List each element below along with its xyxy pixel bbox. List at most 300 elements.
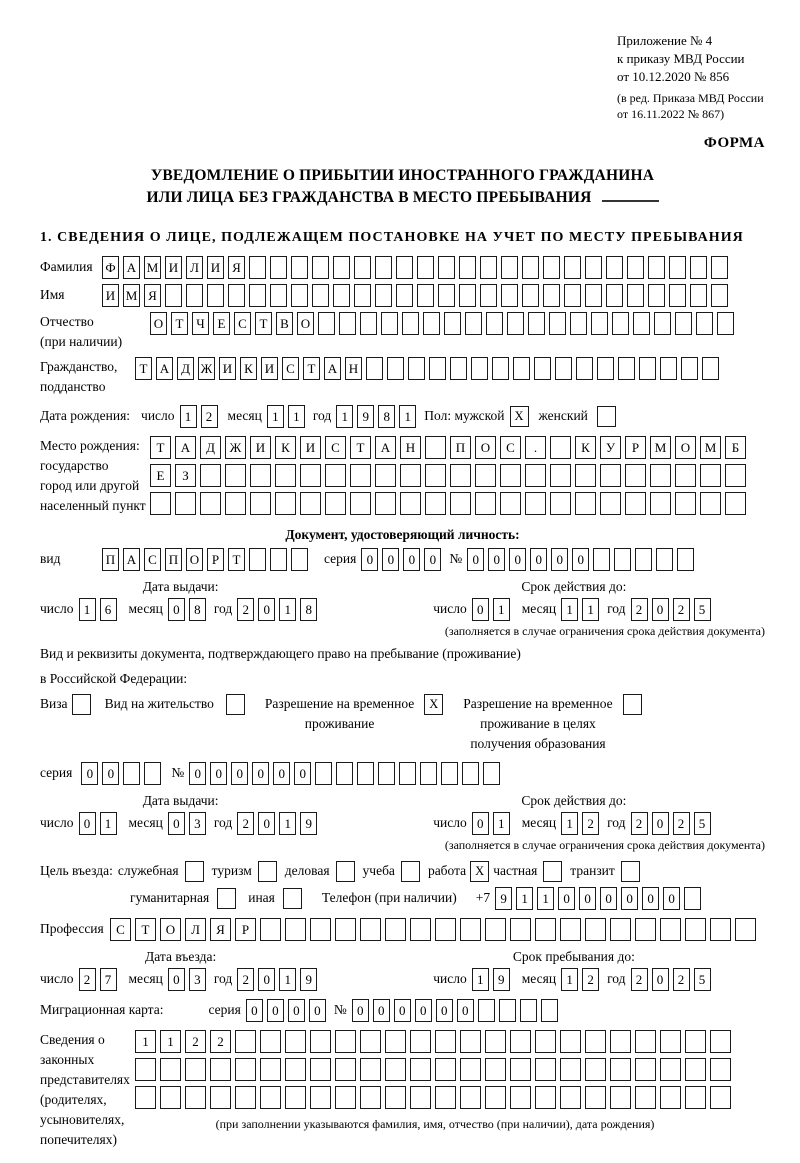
char-cell: 1 [493, 812, 510, 835]
identity-doc-row [40, 548, 765, 571]
char-cell [627, 284, 644, 307]
representatives-label: Сведения о законных представителях (родителях, усыновителях, попечителях) [40, 1031, 130, 1147]
form-title-line1: УВЕДОМЛЕНИЕ О ПРИБЫТИИ ИНОСТРАННОГО ГРАЖДАНИНА [150, 166, 655, 184]
char-cell [492, 357, 509, 380]
char-cell: 0 [424, 548, 441, 571]
char-cell [435, 1086, 456, 1109]
char-cell [669, 284, 686, 307]
char-cell: 0 [551, 548, 568, 571]
char-cell [685, 1030, 706, 1053]
char-cell: 1 [288, 405, 305, 428]
representatives-row-2 [135, 1058, 735, 1081]
char-cell: О [150, 312, 167, 335]
char-cell [585, 1058, 606, 1081]
expiry-month-cells [561, 598, 603, 621]
birth-date-label: Дата рождения: [40, 408, 131, 424]
surname-label: Фамилия [40, 259, 93, 275]
char-cell [685, 1086, 706, 1109]
char-cell: 0 [189, 762, 206, 785]
migration-series-cells [246, 999, 330, 1022]
char-cell: 9 [357, 405, 374, 428]
char-cell: 0 [663, 887, 680, 910]
female-label: женский [538, 408, 588, 424]
birth-place-label: Место рождения: государство город или другой населенный пункт [40, 437, 146, 513]
char-cell [260, 918, 281, 941]
identity-issue-group: Дата выдачи: число 1 6 месяц 0 8 год 2 0 1 8 [40, 579, 321, 621]
char-cell: 0 [168, 598, 185, 621]
char-cell: 1 [135, 1030, 156, 1053]
char-cell [575, 492, 596, 515]
char-cell: 1 [279, 968, 296, 991]
visa-option [40, 694, 91, 715]
char-cell [535, 918, 556, 941]
char-cell: 0 [294, 762, 311, 785]
char-cell: А [375, 436, 396, 459]
char-cell [275, 492, 296, 515]
char-cell [354, 256, 371, 279]
char-cell [441, 762, 458, 785]
char-cell [675, 492, 696, 515]
char-cell [480, 284, 497, 307]
char-cell [387, 357, 404, 380]
char-cell [639, 357, 656, 380]
residence-expiry-group: Срок действия до: число 0 1 месяц 1 2 год 2 0 2 5 [433, 793, 714, 835]
amendment-line-1: (в ред. Приказа МВД России [617, 90, 764, 105]
char-cell: 2 [237, 598, 254, 621]
char-cell [510, 1086, 531, 1109]
char-cell: А [156, 357, 173, 380]
char-cell: Ф [102, 256, 119, 279]
surname-cells [102, 256, 732, 279]
residence-permit-option [105, 694, 245, 715]
expiry-day-cells [472, 598, 514, 621]
stay-until-group: Срок пребывания до: число 1 9 месяц 1 2 год 2 0 2 5 [433, 949, 714, 991]
char-cell [425, 464, 446, 487]
char-cell: 0 [572, 548, 589, 571]
char-cell: 0 [436, 999, 453, 1022]
birth-year-cells [336, 405, 420, 428]
char-cell: 1 [516, 887, 533, 910]
expiry-year-cells [631, 598, 715, 621]
char-cell: О [160, 918, 181, 941]
char-cell [560, 1086, 581, 1109]
char-cell: 9 [300, 968, 317, 991]
char-cell [350, 492, 371, 515]
residence-permit-label: Вид на жительство [104, 695, 214, 711]
char-cell [375, 492, 396, 515]
char-cell [510, 1030, 531, 1053]
char-cell: П [102, 548, 119, 571]
char-cell [210, 1086, 231, 1109]
char-cell [543, 284, 560, 307]
phone-label: Телефон (при наличии) [321, 890, 457, 906]
char-cell: 5 [694, 598, 711, 621]
char-cell: 0 [210, 762, 227, 785]
char-cell [396, 284, 413, 307]
char-cell [235, 1086, 256, 1109]
char-cell: Т [228, 548, 245, 571]
appendix-line-1: Приложение № 4 [617, 33, 713, 48]
char-cell [478, 999, 495, 1022]
char-cell [500, 492, 521, 515]
char-cell: 1 [100, 812, 117, 835]
char-cell [285, 1030, 306, 1053]
char-cell: Я [210, 918, 231, 941]
char-cell: Е [213, 312, 230, 335]
residence-series-label: серия [40, 765, 73, 781]
char-cell [444, 312, 461, 335]
char-cell [385, 1058, 406, 1081]
char-cell [535, 1058, 556, 1081]
char-cell [235, 1030, 256, 1053]
char-cell [435, 1058, 456, 1081]
given-name-row [40, 284, 765, 307]
char-cell [375, 464, 396, 487]
char-cell [410, 1058, 431, 1081]
char-cell [300, 492, 321, 515]
char-cell [429, 357, 446, 380]
char-cell [291, 284, 308, 307]
char-cell: 0 [168, 812, 185, 835]
char-cell: 9 [493, 968, 510, 991]
identity-expiry-group: Срок действия до: число 0 1 месяц 1 1 год 2 0 2 5 [433, 579, 714, 621]
char-cell [696, 312, 713, 335]
char-cell [354, 284, 371, 307]
char-cell [186, 284, 203, 307]
char-cell [635, 1058, 656, 1081]
appendix-line-2: к приказу МВД России [617, 50, 745, 66]
char-cell: 0 [258, 968, 275, 991]
char-cell: И [102, 284, 119, 307]
char-cell: О [475, 436, 496, 459]
char-cell: 0 [361, 548, 378, 571]
char-cell: Л [185, 918, 206, 941]
doc-series-cells [361, 548, 445, 571]
char-cell [550, 492, 571, 515]
temp-residence-edu-label: Разрешение на временное проживание в целях получения образования [463, 695, 613, 751]
char-cell: Т [350, 436, 371, 459]
stay-month-cells [561, 968, 603, 991]
char-cell: 0 [621, 887, 638, 910]
char-cell: 0 [309, 999, 326, 1022]
citizenship-cells [135, 357, 723, 380]
char-cell: 0 [558, 887, 575, 910]
representatives-note: (при заполнении указываются фамилия, имя, отчество (при наличии), дата рождения) [215, 1116, 655, 1131]
char-cell [400, 492, 421, 515]
char-cell: 9 [300, 812, 317, 835]
char-cell: Я [144, 284, 161, 307]
issue-month-cells [168, 598, 210, 621]
temp-residence-edu-option [463, 694, 641, 754]
char-cell [410, 1030, 431, 1053]
entry-year-cells [237, 968, 321, 991]
char-cell: 0 [467, 548, 484, 571]
residence-expiry-month-cells [561, 812, 603, 835]
char-cell [591, 312, 608, 335]
char-cell [725, 492, 746, 515]
char-cell [225, 464, 246, 487]
char-cell [160, 1086, 181, 1109]
char-cell [235, 1058, 256, 1081]
char-cell: Д [200, 436, 221, 459]
char-cell: 0 [231, 762, 248, 785]
birth-place-section [40, 436, 765, 520]
char-cell: Ч [192, 312, 209, 335]
char-cell: 0 [509, 548, 526, 571]
char-cell [465, 312, 482, 335]
char-cell [635, 1086, 656, 1109]
male-checkbox: X [510, 406, 529, 427]
char-cell [123, 762, 140, 785]
char-cell [669, 256, 686, 279]
char-cell [681, 357, 698, 380]
char-cell: 6 [100, 598, 117, 621]
char-cell: Б [725, 436, 746, 459]
issue-day-cells [79, 598, 121, 621]
char-cell [335, 1086, 356, 1109]
char-cell [459, 284, 476, 307]
char-cell [535, 1030, 556, 1053]
char-cell [310, 1058, 331, 1081]
profession-row [40, 918, 765, 941]
char-cell: 1 [399, 405, 416, 428]
char-cell: 0 [600, 887, 617, 910]
char-cell [560, 1030, 581, 1053]
char-cell [460, 918, 481, 941]
char-cell [606, 284, 623, 307]
char-cell: 1 [336, 405, 353, 428]
char-cell [366, 357, 383, 380]
char-cell [550, 464, 571, 487]
char-cell [627, 256, 644, 279]
char-cell [543, 256, 560, 279]
birth-place-row-1 [150, 436, 750, 459]
birth-place-row-3 [150, 492, 750, 515]
visit-purpose-label: Цель въезда: [40, 863, 113, 879]
char-cell [225, 492, 246, 515]
char-cell: 0 [79, 812, 96, 835]
char-cell [585, 284, 602, 307]
char-cell [460, 1030, 481, 1053]
stay-year-cells [631, 968, 715, 991]
char-cell: 1 [279, 598, 296, 621]
char-cell [375, 256, 392, 279]
char-cell: 3 [189, 812, 206, 835]
char-cell: 2 [79, 968, 96, 991]
char-cell [315, 762, 332, 785]
char-cell: 1 [561, 812, 578, 835]
representatives-cells [135, 1030, 735, 1132]
char-cell [285, 918, 306, 941]
amendment-line-2: от 16.11.2022 № 867) [617, 107, 725, 122]
char-cell [325, 492, 346, 515]
char-cell: О [297, 312, 314, 335]
char-cell [460, 1086, 481, 1109]
char-cell [549, 312, 566, 335]
char-cell: 0 [168, 968, 185, 991]
birth-day-label: число [141, 408, 175, 424]
residence-issue-year-cells [237, 812, 321, 835]
char-cell [312, 284, 329, 307]
char-cell [435, 1030, 456, 1053]
char-cell: 0 [403, 548, 420, 571]
char-cell [425, 492, 446, 515]
char-cell: 0 [288, 999, 305, 1022]
char-cell [635, 1030, 656, 1053]
char-cell [600, 464, 621, 487]
char-cell [438, 284, 455, 307]
purpose-work-checkbox: X [470, 861, 489, 882]
purpose-study-checkbox [401, 861, 420, 882]
char-cell: 2 [673, 598, 690, 621]
char-cell [585, 918, 606, 941]
char-cell: 2 [185, 1030, 206, 1053]
visa-checkbox [72, 694, 91, 715]
surname-row [40, 256, 765, 279]
purpose-study: учеба [363, 861, 420, 882]
char-cell [459, 256, 476, 279]
char-cell [735, 918, 756, 941]
char-cell: 1 [180, 405, 197, 428]
char-cell [460, 1058, 481, 1081]
stay-day-cells [472, 968, 514, 991]
char-cell: Т [255, 312, 272, 335]
char-cell [471, 357, 488, 380]
char-cell: И [165, 256, 182, 279]
char-cell: 0 [488, 548, 505, 571]
char-cell: П [450, 436, 471, 459]
char-cell: А [123, 256, 140, 279]
entry-date-group: Дата въезда: число 2 7 месяц 0 3 год 2 0 1 9 [40, 949, 321, 991]
blank-underline [602, 200, 659, 202]
char-cell [260, 1030, 281, 1053]
char-cell: 5 [694, 968, 711, 991]
char-cell [333, 284, 350, 307]
char-cell [399, 762, 416, 785]
char-cell: 5 [694, 812, 711, 835]
char-cell: 1 [79, 598, 96, 621]
doc-type-label: вид [40, 551, 61, 567]
char-cell [525, 492, 546, 515]
char-cell [522, 256, 539, 279]
char-cell: З [175, 464, 196, 487]
char-cell: 0 [652, 598, 669, 621]
char-cell [648, 284, 665, 307]
gender-label: Пол: мужской [424, 408, 505, 424]
char-cell: 2 [631, 812, 648, 835]
purpose-humanitarian: гуманитарная [130, 888, 236, 909]
char-cell: 1 [279, 812, 296, 835]
char-cell [499, 999, 516, 1022]
char-cell [625, 492, 646, 515]
char-cell: 0 [579, 887, 596, 910]
char-cell [318, 312, 335, 335]
char-cell: А [324, 357, 341, 380]
residence-expiry-note: (заполняется в случае ограничения срока действия документа) [444, 837, 765, 852]
char-cell [485, 1086, 506, 1109]
char-cell [285, 1086, 306, 1109]
residence-issue-month-cells [168, 812, 210, 835]
char-cell [710, 1086, 731, 1109]
purpose-business: деловая [285, 861, 355, 882]
char-cell [420, 762, 437, 785]
char-cell: 0 [530, 548, 547, 571]
char-cell [614, 548, 631, 571]
char-cell [270, 548, 287, 571]
migration-number-label: № [333, 1002, 347, 1018]
char-cell [410, 918, 431, 941]
char-cell [375, 284, 392, 307]
doc-number-cells [467, 548, 698, 571]
char-cell [675, 464, 696, 487]
char-cell: 1 [160, 1030, 181, 1053]
char-cell [585, 256, 602, 279]
temp-residence-label: Разрешение на временное проживание [264, 695, 415, 731]
char-cell: 1 [582, 598, 599, 621]
char-cell: 0 [258, 812, 275, 835]
expiry-heading: Срок действия до: [521, 578, 627, 594]
char-cell [606, 256, 623, 279]
char-cell [175, 492, 196, 515]
char-cell: 1 [561, 598, 578, 621]
char-cell [660, 1058, 681, 1081]
char-cell [510, 918, 531, 941]
char-cell [350, 464, 371, 487]
birth-date-row [40, 405, 765, 428]
char-cell [560, 1058, 581, 1081]
doc-number-label: № [449, 551, 463, 567]
char-cell: К [275, 436, 296, 459]
representatives-section [40, 1030, 765, 1150]
representatives-row-3 [135, 1086, 735, 1109]
char-cell: 0 [415, 999, 432, 1022]
visa-label: Виза [40, 695, 68, 711]
char-cell: С [144, 548, 161, 571]
purpose-official-checkbox [185, 861, 204, 882]
char-cell: 0 [102, 762, 119, 785]
char-cell [150, 492, 171, 515]
residence-intro-line2: в Российской Федерации: [40, 670, 188, 686]
char-cell [711, 256, 728, 279]
char-cell [534, 357, 551, 380]
char-cell [625, 464, 646, 487]
char-cell: К [575, 436, 596, 459]
char-cell: 0 [258, 598, 275, 621]
char-cell: 2 [237, 968, 254, 991]
char-cell [650, 464, 671, 487]
char-cell: М [144, 256, 161, 279]
char-cell [325, 464, 346, 487]
char-cell [462, 762, 479, 785]
char-cell: Т [171, 312, 188, 335]
purpose-transit-checkbox [621, 861, 640, 882]
char-cell [650, 492, 671, 515]
char-cell [310, 918, 331, 941]
char-cell [711, 284, 728, 307]
purpose-work: работа X [428, 861, 489, 882]
char-cell: 0 [382, 548, 399, 571]
char-cell [417, 256, 434, 279]
char-cell: И [219, 357, 236, 380]
char-cell [593, 548, 610, 571]
char-cell [135, 1058, 156, 1081]
char-cell: 8 [378, 405, 395, 428]
entry-dates [40, 949, 765, 991]
residence-expiry-year-cells [631, 812, 715, 835]
char-cell [360, 312, 377, 335]
char-cell: Т [135, 918, 156, 941]
visit-purpose-row2 [130, 887, 765, 910]
